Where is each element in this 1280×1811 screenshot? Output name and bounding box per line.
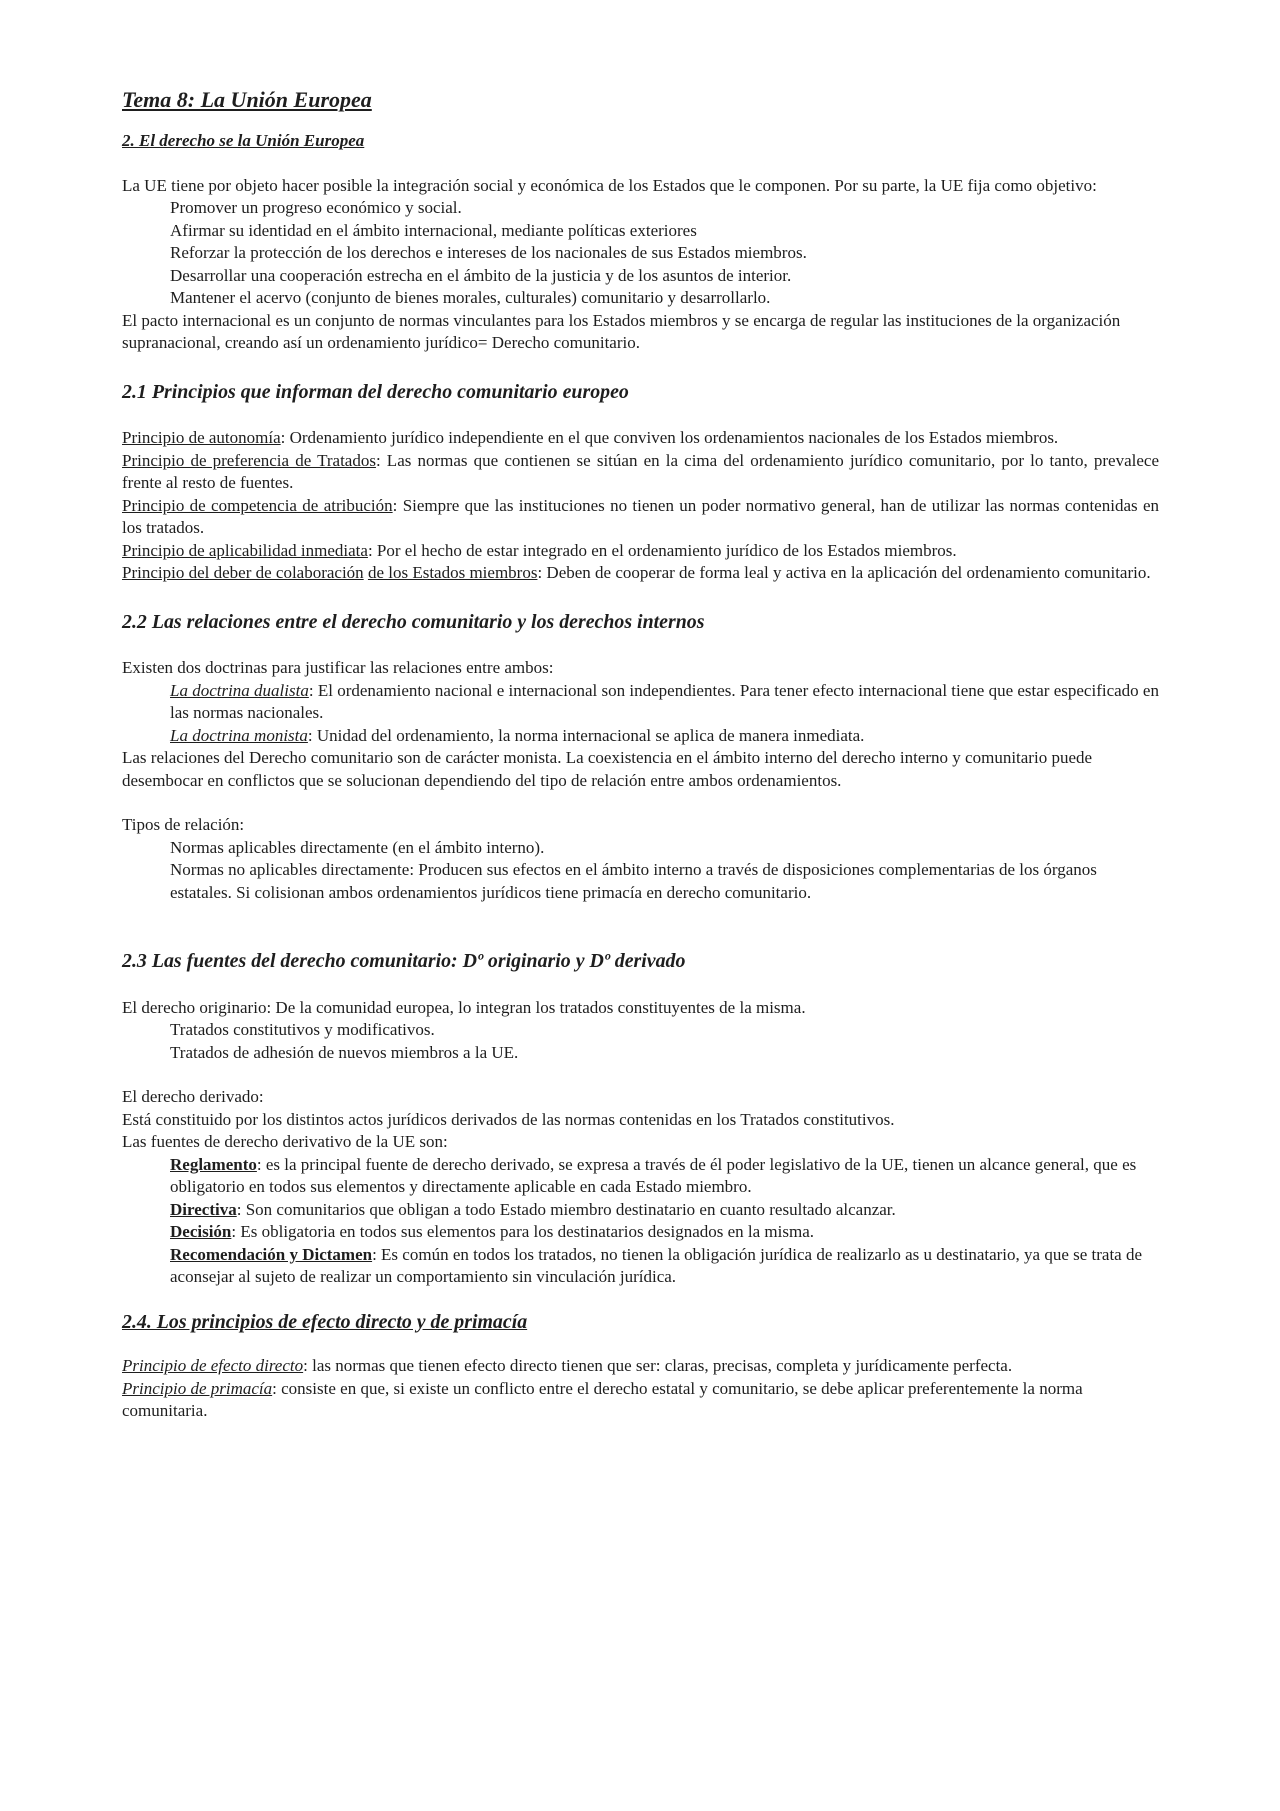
principle-term: Principio de efecto directo	[122, 1356, 304, 1375]
doctrine-text: : El ordenamiento nacional e internacional son independientes. Para tener efecto internacional tiene que estar especificado en las normas nacionales.	[170, 680, 1159, 722]
principle-term-cont: de los Estados miembros	[367, 563, 538, 582]
principle-text: : Por el hecho de estar integrado en el ordenamiento jurídico de los Estados miembros.	[367, 540, 957, 560]
principle-text: : consiste en que, si existe un conflicto entre el derecho estatal y comunitario, se debe aplicar preferentemente la norma comunitaria.	[122, 1378, 1083, 1420]
principle-text: : Deben de cooperar de forma leal y activa en la aplicación del ordenamiento comunitario.	[537, 563, 1151, 582]
fuente-term: Recomendación y Dictamen	[170, 1244, 373, 1264]
doctrine-dualista	[170, 680, 1159, 725]
principle-text: : Las normas que contienen se sitúan en la cima del ordenamiento jurídico comunitario, por lo tanto, prevalece frente al resto de fuentes.	[122, 450, 1159, 492]
fuente-decision	[170, 1221, 1159, 1244]
fuente-term: Directiva	[170, 1199, 237, 1219]
originario-item: Tratados constitutivos y modificativos.	[170, 1020, 435, 1039]
doctrine-term: La doctrina monista	[170, 725, 308, 745]
principle-preferencia	[122, 450, 1159, 495]
doctrine-monista	[170, 725, 1159, 748]
tipos-label: Tipos de relación:	[122, 815, 245, 834]
derivado-paragraph: Está constituido por los distintos actos jurídicos derivados de las normas contenidas en los Tratados constitutivos.	[122, 1109, 895, 1129]
tipo-item: Normas aplicables directamente (en el ámbito interno).	[170, 837, 545, 857]
fuentes-list	[122, 1154, 1159, 1289]
principle-text: : Siempre que las instituciones no tienen un poder normativo general, han de utilizar las normas contenidas en los tratados.	[122, 495, 1159, 537]
principle-term: Principio de preferencia de Tratados	[122, 450, 376, 470]
subsection-heading-2-2: 2.2 Las relaciones entre el derecho comunitario y los derechos internos	[122, 610, 705, 633]
subsection-heading-2-3: 2.3 Las fuentes del derecho comunitario: Dº originario y Dº derivado	[122, 950, 686, 972]
fuente-text: : Es obligatoria en todos sus elementos para los destinatarios designados en la misma.	[231, 1222, 814, 1241]
principle-text: : Ordenamiento jurídico independiente en el que conviven los ordenamientos nacionales de los Estados miembros.	[280, 428, 1059, 447]
doctrines-list	[122, 680, 1159, 748]
doctrines-intro: Existen dos doctrinas para justificar las relaciones entre ambos:	[122, 658, 554, 677]
tipo-item: Normas no aplicables directamente: Producen sus efectos en el ámbito interno a través de disposiciones complementarias de los órganos estatales. Si colisionan ambos ordenamientos jurídicos tiene primacía en derecho comunitario.	[170, 860, 1097, 902]
fuente-reglamento	[170, 1154, 1159, 1199]
fuente-text: : es la principal fuente de derecho derivado, se expresa a través de él poder legislativo de la UE, tienen un alcance general, que es obligatorio en todos sus elementos y directamente aplicable en cada Estado miembro.	[170, 1154, 1137, 1196]
objective-item: Mantener el acervo (conjunto de bienes morales, culturales) comunitario y desarrollarlo.	[170, 288, 771, 307]
objectives-list	[122, 197, 1159, 310]
fuentes-label: Las fuentes de derecho derivativo de la UE son:	[122, 1132, 448, 1151]
derivado-label: El derecho derivado:	[122, 1087, 264, 1106]
originario-item: Tratados de adhesión de nuevos miembros a la UE.	[170, 1042, 519, 1062]
section-heading: 2. El derecho se la Unión Europea	[122, 131, 365, 150]
intro-paragraph: La UE tiene por objeto hacer posible la integración social y económica de los Estados que le componen. Por su parte, la UE fija como objetivo:	[122, 175, 1097, 195]
principle-term: Principio de aplicabilidad inmediata	[122, 540, 368, 560]
doctrine-term: La doctrina dualista	[170, 680, 309, 700]
principle-colaboracion	[122, 562, 1159, 585]
pact-paragraph: El pacto internacional es un conjunto de normas vinculantes para los Estados miembros y se encarga de regular las instituciones de la organización supranacional, creando así un ordenamiento jurídico= Derecho comunitario.	[122, 310, 1121, 352]
principle-term: Principio de competencia de atribución	[122, 495, 393, 515]
principle-text: : las normas que tienen efecto directo tienen que ser: claras, precisas, completa y jurídicamente perfecta.	[303, 1356, 1013, 1375]
objective-item: Afirmar su identidad en el ámbito internacional, mediante políticas exteriores	[170, 220, 697, 240]
principle-competencia	[122, 495, 1159, 540]
principle-term: Principio del deber de colaboración	[122, 563, 364, 582]
doctrine-text: : Unidad del ordenamiento, la norma internacional se aplica de manera inmediata.	[307, 725, 865, 745]
fuente-text: : Son comunitarios que obligan a todo Estado miembro destinatario en cuanto resultado alcanzar.	[236, 1199, 896, 1219]
objective-item: Promover un progreso económico y social.	[170, 198, 462, 217]
fuente-directiva	[170, 1199, 1159, 1222]
principle-primacia	[122, 1378, 1159, 1423]
relaciones-paragraph: Las relaciones del Derecho comunitario son de carácter monista. La coexistencia en el ámbito interno del derecho interno y comunitario puede desembocar en conflictos que se solucionan dependiendo del tipo de relación entre ambos ordenamientos.	[122, 748, 1093, 790]
fuente-term: Decisión	[170, 1222, 232, 1241]
objective-item: Desarrollar una cooperación estrecha en el ámbito de la justicia y de los asuntos de interior.	[170, 265, 792, 285]
tipos-list	[122, 837, 1159, 905]
objective-item: Reforzar la protección de los derechos e intereses de los nacionales de sus Estados miembros.	[170, 243, 807, 262]
originario-paragraph: El derecho originario: De la comunidad europea, lo integran los tratados constituyentes de la misma.	[122, 997, 806, 1017]
principle-aplicabilidad	[122, 540, 1159, 563]
subsection-heading-2-4: 2.4. Los principios de efecto directo y de primacía	[122, 1310, 528, 1333]
fuente-text: : Es común en todos los tratados, no tienen la obligación jurídica de realizarlo as u destinatario, ya que se trata de aconsejar al sujeto de realizar un comportamiento sin vinculación jurídica.	[170, 1244, 1143, 1286]
principle-autonomia	[122, 427, 1159, 450]
fuente-recomendacion	[170, 1244, 1159, 1289]
principle-term: Principio de autonomía	[122, 428, 281, 447]
principle-term: Principio de primacía	[122, 1378, 273, 1398]
originario-list	[122, 1019, 1159, 1064]
principle-efecto-directo	[122, 1355, 1159, 1378]
subsection-heading-2-1: 2.1 Principios que informan del derecho comunitario europeo	[122, 380, 629, 403]
fuente-term: Reglamento	[170, 1154, 257, 1174]
page-title: Tema 8: La Unión Europea	[122, 87, 372, 112]
